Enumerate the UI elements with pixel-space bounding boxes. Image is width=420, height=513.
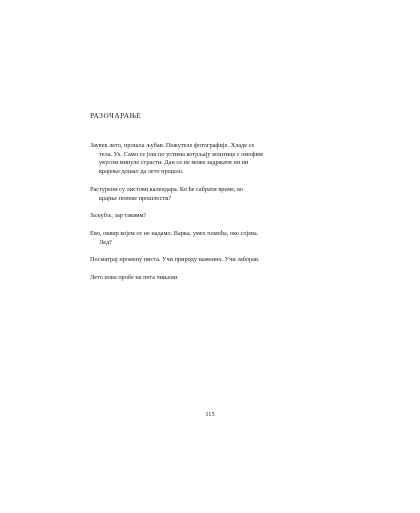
poem-line: Лето нова пробе на пета чињени. [90, 274, 179, 282]
poem-line: укусом минуле страсти. Дан се не може задржати ни ни [99, 159, 249, 167]
poem-line: крајење дошао да лето прошло. [99, 168, 184, 176]
poem-line: Растурени су листови календара. Ко ће сабрати време, ко [90, 185, 244, 193]
poem-line: Заљубљ, зар таквим? [90, 212, 147, 220]
poem-line: тела. Ух. Само се још по устима котрљају воштице с омофим [99, 150, 263, 158]
stanza-3 [90, 212, 340, 221]
page-number: 115 [205, 411, 215, 418]
stanza-1 [90, 142, 340, 177]
poem-line: Ево, оквир којем се не надамо. Варка, умех помоћа, око сојева. [90, 229, 259, 237]
poem-body [90, 142, 340, 292]
stanza-4 [90, 230, 340, 247]
poem-title: РАЗОЧАРАЊЕ [90, 112, 142, 120]
stanza-6 [90, 274, 340, 283]
poem-line: Посматрај промену писта. Учи природу нажених. Учи заборав. [90, 256, 260, 264]
poem-line: крајње понеке прошлости? [99, 194, 172, 202]
stanza-5 [90, 256, 340, 265]
poem-line: Заувек лето, прошла љубав. Пожутеле фотографије. Хладе се [90, 142, 255, 149]
poem-line: Лед? [99, 238, 112, 246]
stanza-2 [90, 186, 340, 203]
